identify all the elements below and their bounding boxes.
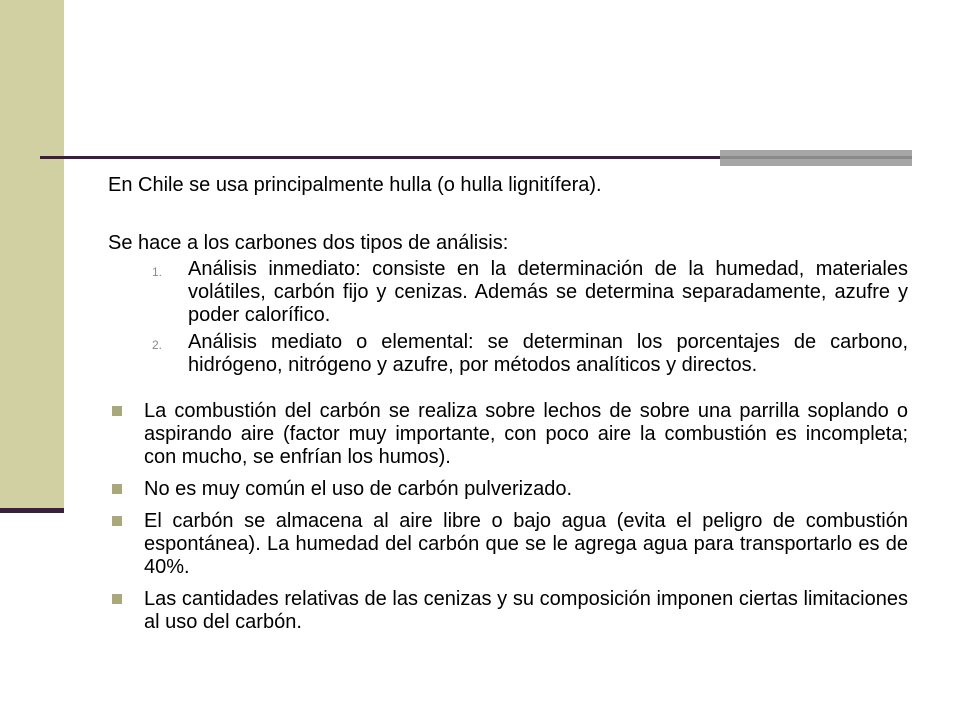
side-decoration-rule [0,508,64,513]
bullet-item-1 [108,400,908,469]
intro-paragraph-1: En Chile se usa principalmente hulla (o hulla lignitífera). [108,174,602,196]
title-divider-rule [40,156,720,159]
side-decoration-band [0,0,64,512]
bullet-item-3 [108,510,908,579]
bullet-item-2 [108,478,908,501]
item-number: 2. [152,338,163,352]
square-bullet-icon [112,594,122,604]
bullet-text: La combustión del carbón se realiza sobre lechos de sobre una parrilla soplando o aspirando aire (factor muy importante, con poco aire la combustión es incompleta; con mucho, se enfrían los humos). [144,400,908,468]
square-bullet-icon [112,406,122,416]
bullet-text: El carbón se almacena al aire libre o bajo agua (evita el peligro de combustión espontánea). La humedad del carbón que se le agrega agua para transportarlo es de 40%. [144,510,908,578]
numbered-item-2 [152,331,908,377]
bullet-text: No es muy común el uso de carbón pulverizado. [144,478,573,500]
analysis-types-list [152,258,908,381]
square-bullet-icon [112,516,122,526]
bullet-list [108,400,908,643]
bullet-text: Las cantidades relativas de las cenizas y su composición imponen ciertas limitaciones al uso del carbón. [144,588,908,633]
intro-paragraph-2: Se hace a los carbones dos tipos de análisis: [108,232,509,254]
bullet-item-4 [108,588,908,634]
numbered-item-text: Análisis inmediato: consiste en la determinación de la humedad, materiales volátiles, carbón fijo y cenizas. Además se determina separadamente, azufre y poder calorífico. [188,258,908,326]
square-bullet-icon [112,484,122,494]
numbered-item-text: Análisis mediato o elemental: se determinan los porcentajes de carbono, hidrógeno, nitrógeno y azufre, por métodos analíticos y directos. [188,331,908,376]
title-divider-accent-line [720,156,912,159]
numbered-item-1 [152,258,908,327]
item-number: 1. [152,265,163,279]
